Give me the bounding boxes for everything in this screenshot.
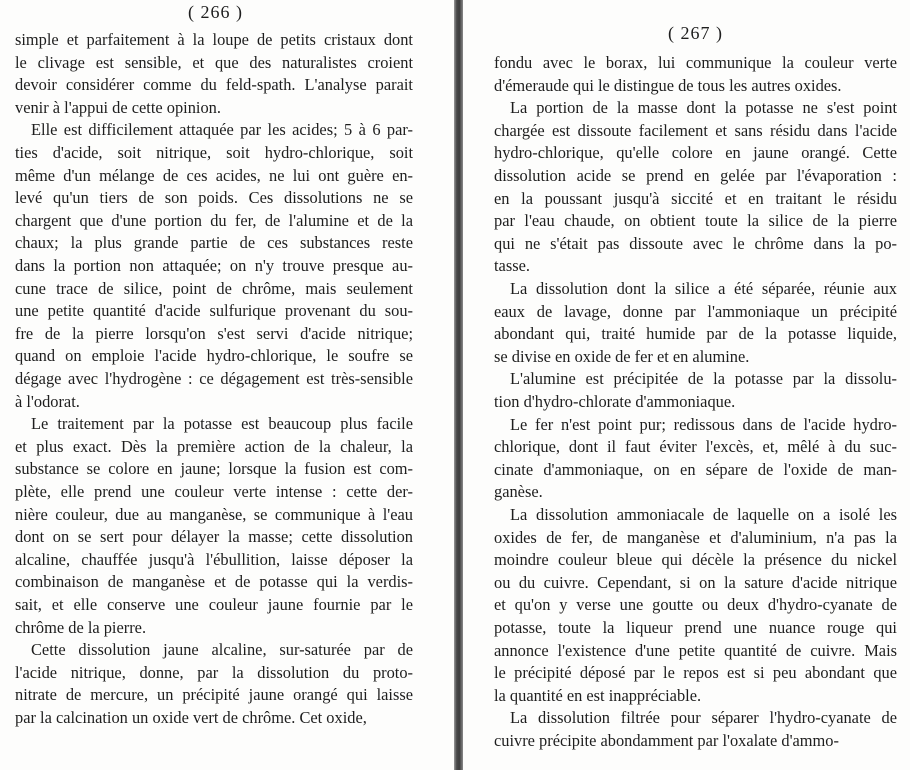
- text-line: eaux de lavage, donne par l'ammoniaque un précipité: [494, 301, 897, 321]
- text-line: tasse.: [494, 256, 530, 276]
- text-line: la quantité en est inappréciable.: [494, 685, 702, 705]
- page-number-left: ( 266 ): [188, 2, 243, 22]
- text-line: même d'un mélange de ces acides, ne lui ont guère en-: [15, 165, 413, 185]
- text-line: La portion de la masse dont la potasse ne s'est point: [510, 98, 897, 118]
- text-line: d'émeraude qui le distingue de tous les autres oxides.: [494, 75, 842, 95]
- text-line: Elle est difficilement attaquée par les acides; 5 à 6 par-: [31, 120, 413, 140]
- text-line: fondu avec le borax, lui communique la couleur verte: [494, 53, 897, 72]
- text-line: combinaison de manganèse et de potasse qui la verdis-: [15, 572, 413, 592]
- text-line: ou du cuivre. Cependant, si on la sature d'acide nitrique: [494, 572, 897, 592]
- text-line: abondant qui, traité humide par de la potasse liquide,: [494, 324, 897, 344]
- text-line: à l'odorat.: [15, 391, 80, 411]
- page-number-right: ( 267 ): [668, 23, 723, 43]
- text-line: cuivre précipite abondamment par l'oxalate d'ammo-: [494, 731, 839, 750]
- text-line: dont on se sert pour délayer la masse; cette dissolution: [15, 527, 413, 547]
- text-line: La dissolution filtrée pour séparer l'hydro-cyanate de: [510, 708, 897, 728]
- text-line: alcaline, chauffée jusqu'à l'ébullition, laisse déposer la: [15, 549, 413, 569]
- text-line: hydro-chlorique, qu'elle colore en jaune orangé. Cette: [494, 143, 897, 163]
- text-line: nière couleur, due au manganèse, se communique à l'eau: [15, 504, 413, 524]
- text-line: par l'eau chaude, on obtient toute la silice de la pierre: [494, 211, 897, 231]
- text-line: fre de la pierre lorsqu'on s'est servi d'acide nitrique;: [15, 323, 413, 343]
- text-line: qui ne s'était pas dissoute avec le chrôme dans la po-: [494, 233, 897, 253]
- text-line: Le fer n'est point pur; redissous dans de l'acide hydro-: [510, 414, 897, 434]
- text-line: Le traitement par la potasse est beaucoup plus facile: [31, 414, 413, 434]
- text-line: levé qu'un tiers de son poids. Ces dissolutions ne se: [15, 188, 413, 208]
- text-line: moindre couleur bleue qui décèle la présence du nickel: [494, 550, 897, 570]
- text-line: se divise en oxide de fer et en alumine.: [494, 346, 750, 366]
- text-line: et qu'on y verse une goutte ou deux d'hydro-cyanate de: [494, 595, 897, 615]
- text-line: cune trace de silice, point de chrôme, mais seulement: [15, 278, 413, 298]
- text-line: annonce l'existence d'une petite quantité de cuivre. Mais: [494, 640, 897, 660]
- text-line: dégage avec l'hydrogène : ce dégagement est très-sensible: [15, 369, 413, 388]
- text-line: et plus exact. Dès la première action de la chaleur, la: [15, 436, 413, 456]
- text-line: chaux; la plus grande partie de ces substances reste: [15, 233, 413, 253]
- text-line: sait, et elle conserve une couleur jaune fournie par le: [15, 595, 413, 614]
- text-line: chlorique, dont il faut éviter l'excès, et, mêlé à du suc-: [494, 437, 897, 457]
- text-line: le précipité déposé par le repos est si peu abondant que: [494, 663, 897, 683]
- text-line: oxides de fer, de manganèse et d'aluminium, n'a pas la: [494, 527, 897, 547]
- text-line: dissolution acide se prend en gelée par l'évaporation :: [494, 166, 897, 185]
- text-line: simple et parfaitement à la loupe de petits cristaux dont: [15, 30, 413, 49]
- book-spine: [454, 0, 463, 770]
- text-line: en la poussant jusqu'à siccité et en traitant le résidu: [494, 188, 897, 208]
- text-line: ties d'acide, soit nitrique, soit hydro-chlorique, soit: [15, 143, 413, 162]
- text-line: dans la portion non attaquée; on n'y trouve presque au-: [15, 256, 413, 275]
- text-line: devoir considérer comme du feld-spath. L'analyse parait: [15, 75, 413, 95]
- text-line: substance se colore en jaune; lorsque la fusion est com-: [15, 459, 413, 479]
- text-line: La dissolution dont la silice a été séparée, réunie aux: [510, 279, 897, 298]
- text-line: Cette dissolution jaune alcaline, sur-saturée par de: [31, 640, 413, 660]
- right-page: [463, 0, 910, 770]
- text-line: l'acide nitrique, donne, par la dissolution du proto-: [15, 662, 413, 682]
- text-line: cinate d'ammoniaque, on en sépare de l'oxide de man-: [494, 459, 897, 479]
- text-line: potasse, toute la liqueur prend une nuance rouge qui: [494, 618, 897, 637]
- text-line: chrôme de la pierre.: [15, 617, 147, 637]
- text-line: tion d'hydro-chlorate d'ammoniaque.: [494, 392, 736, 411]
- text-line: venir à l'appui de cette opinion.: [15, 97, 221, 117]
- text-line: nitrate de mercure, un précipité jaune orangé qui laisse: [15, 685, 413, 705]
- text-line: ganèse.: [494, 482, 543, 502]
- text-line: chargée est dissoute facilement et sans résidu dans l'acide: [494, 120, 897, 140]
- text-line: par la calcination un oxide vert de chrôme. Cet oxide,: [15, 708, 367, 727]
- text-line: L'alumine est précipitée de la potasse par la dissolu-: [510, 369, 897, 389]
- text-line: La dissolution ammoniacale de laquelle on a isolé les: [510, 505, 897, 524]
- text-line: quand on emploie l'acide hydro-chlorique, le soufre se: [15, 346, 413, 366]
- text-line: chargent que d'une portion du fer, de l'alumine et de la: [15, 210, 413, 230]
- text-line: une petite quantité d'acide sulfurique provenant du sou-: [15, 301, 413, 321]
- text-line: le clivage est sensible, et que des naturalistes croient: [15, 52, 413, 72]
- text-line: plète, elle prend une couleur verte intense : cette der-: [15, 482, 413, 501]
